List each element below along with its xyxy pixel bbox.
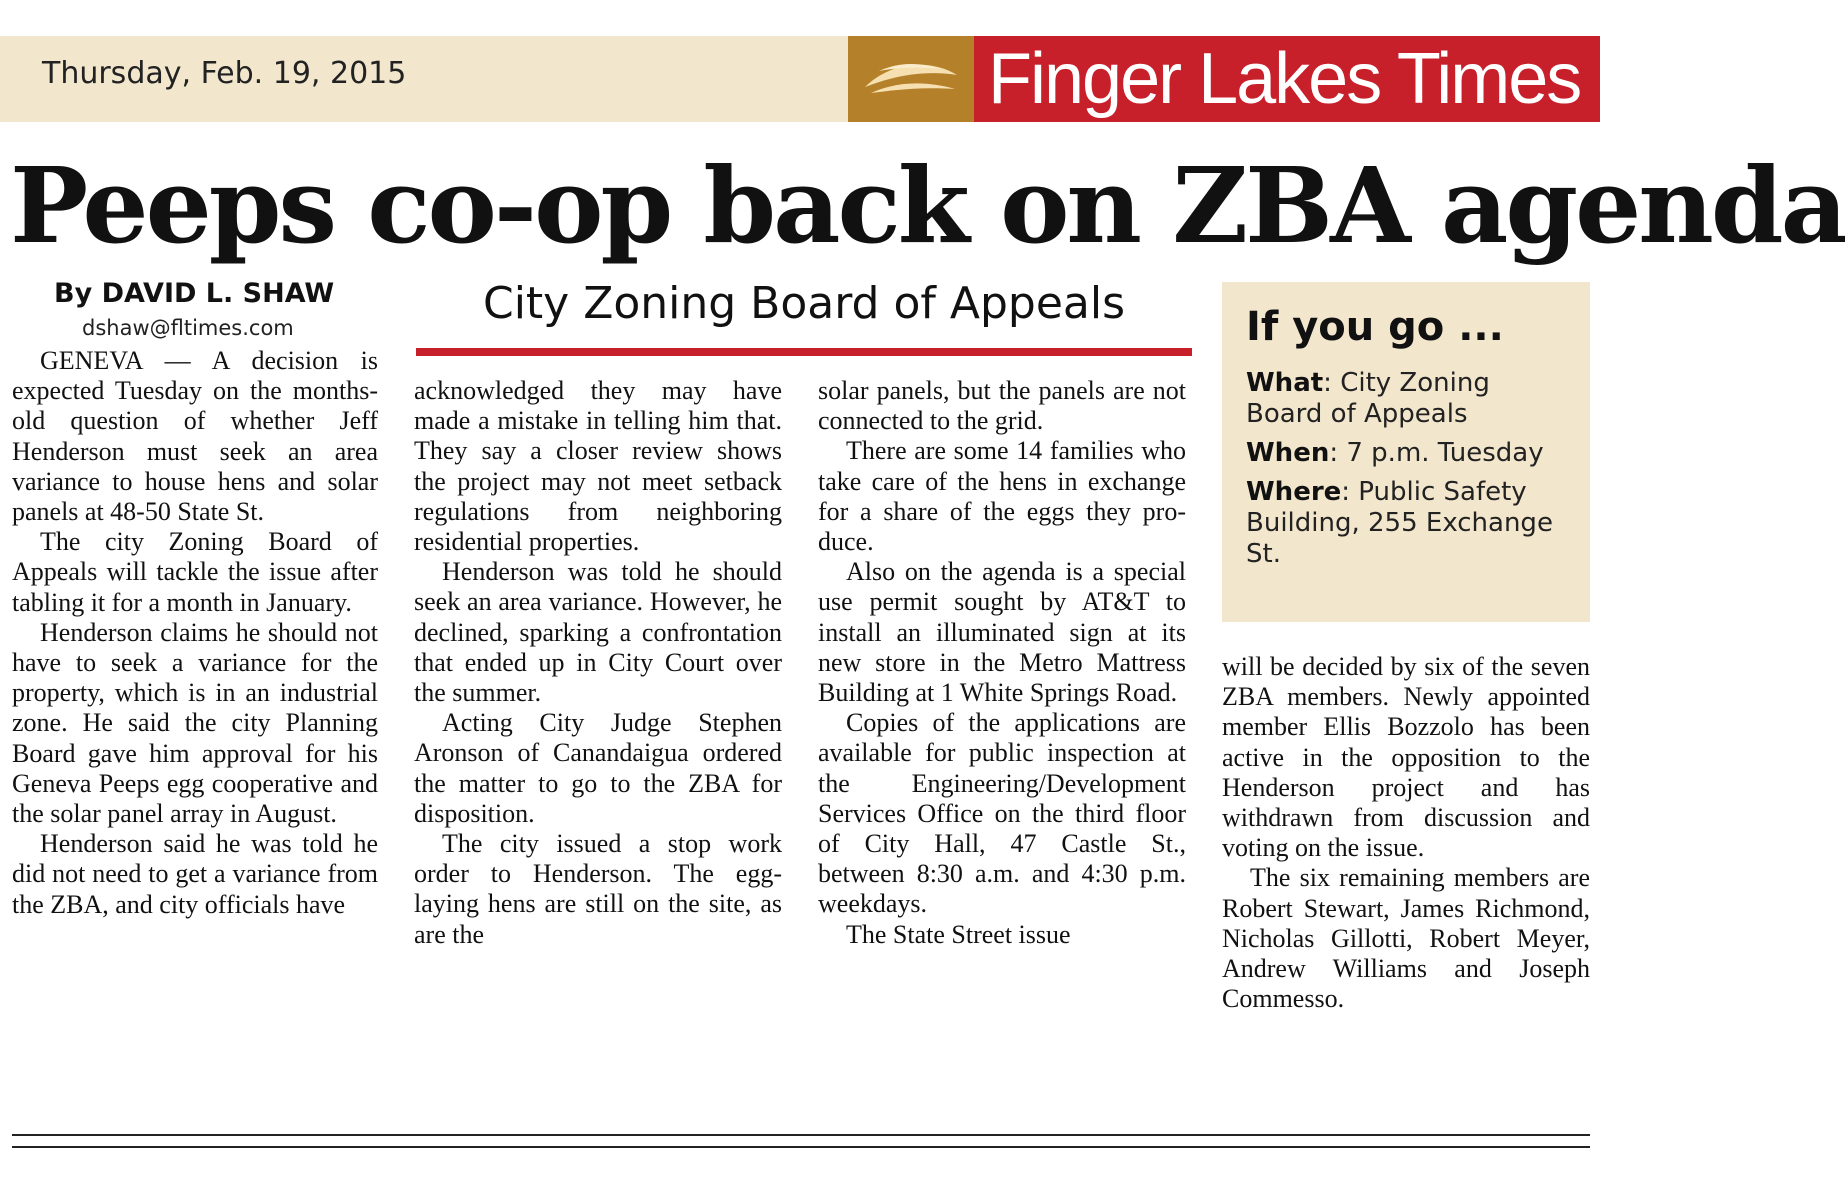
article-subhead: City Zoning Board of Appeals bbox=[482, 278, 1126, 329]
paragraph: Henderson claims he should not have to seek a variance for the property, which is in an industrial zone. He said the city Planning Board gave him approval for his Geneva Peeps egg cooperative and the solar panel array in August. bbox=[12, 617, 378, 829]
paragraph: The six remaining members are Robert Stewart, James Richmond, Nicholas Gillotti, Robert Meyer, Andrew Williams and Joseph Commesso. bbox=[1222, 863, 1590, 1014]
footer-rule bbox=[12, 1134, 1590, 1136]
paragraph: Acting City Judge Stephen Aronson of Canandaigua ordered the matter to go to the ZBA for disposition. bbox=[414, 708, 782, 828]
article-column-2 bbox=[414, 376, 782, 950]
if-you-go-box bbox=[1222, 282, 1590, 622]
paragraph: acknowledged they may have made a mistake in telling him that. They say a closer review shows the project may not meet setback regulations from neighboring residential properties. bbox=[414, 376, 782, 557]
what-value: : City Zoning Board of Appeals bbox=[1246, 368, 1490, 429]
where-label: Where bbox=[1246, 477, 1342, 507]
leaf-logo-icon bbox=[848, 36, 974, 122]
newspaper-brand bbox=[848, 36, 1600, 122]
paragraph: Also on the agenda is a special use permit sought by AT&T to install an illuminated sign at its new store in the Metro Mattress Building at 1 White Springs Road. bbox=[818, 557, 1186, 708]
byline-email: dshaw@fltimes.com bbox=[82, 316, 294, 340]
article-headline: Peeps co-op back on ZBA agenda bbox=[10, 144, 1845, 267]
sidebar-what bbox=[1246, 368, 1566, 430]
when-label: When bbox=[1246, 438, 1330, 468]
paragraph: There are some 14 families who take care of the hens in exchange for a share of the eggs they produce. bbox=[818, 436, 1186, 557]
issue-date: Thursday, Feb. 19, 2015 bbox=[42, 56, 407, 91]
paragraph: Henderson said he was told he did not need to get a variance from the ZBA, and city officials have bbox=[12, 829, 378, 919]
paragraph: Henderson was told he should seek an area variance. However, he declined, sparking a confrontation that ended up in City Court over the summer. bbox=[414, 557, 782, 708]
sidebar-when bbox=[1246, 438, 1566, 469]
paragraph: will be decided by six of the seven ZBA members. Newly appointed member Ellis Bozzolo has been active in the opposition to the Henderson project and has withdrawn from discussion and voting on the issue. bbox=[1222, 652, 1590, 863]
article-column-3 bbox=[818, 376, 1186, 950]
where-value: : Public Safety Building, 255 Exchange St. bbox=[1246, 477, 1553, 569]
paragraph: GENEVA — A decision is expected Tuesday on the months-old question of whether Jeff Henderson must seek an area variance to house hens and solar panels at 48-50 State St. bbox=[12, 346, 378, 527]
paragraph: The State Street issue bbox=[846, 919, 1071, 949]
what-label: What bbox=[1246, 368, 1324, 398]
paragraph: solar panels, but the panels are not connected to the grid. bbox=[818, 376, 1186, 436]
article-column-4 bbox=[1222, 652, 1590, 1014]
paragraph: The city Zoning Board of Appeals will tackle the issue after tabling it for a month in January. bbox=[12, 527, 378, 617]
footer-rule bbox=[12, 1146, 1590, 1148]
sidebar-title: If you go ... bbox=[1246, 304, 1504, 350]
subhead-rule bbox=[416, 348, 1192, 356]
paragraph: Copies of the applications are available for public inspection at the Engineering/Development Services Office on the third floor of City Hall, 47 Castle St., between 8:30 a.m. and 4:30 p.m. weekdays. bbox=[818, 708, 1186, 919]
newspaper-name: Finger Lakes Times bbox=[974, 36, 1600, 122]
byline: By DAVID L. SHAW bbox=[54, 278, 335, 309]
sidebar-where bbox=[1246, 477, 1566, 570]
paragraph: The city issued a stop work order to Henderson. The egg-laying hens are still on the site, as are the bbox=[414, 829, 782, 949]
when-value: : 7 p.m. Tuesday bbox=[1329, 438, 1544, 468]
article-column-1 bbox=[12, 346, 378, 920]
